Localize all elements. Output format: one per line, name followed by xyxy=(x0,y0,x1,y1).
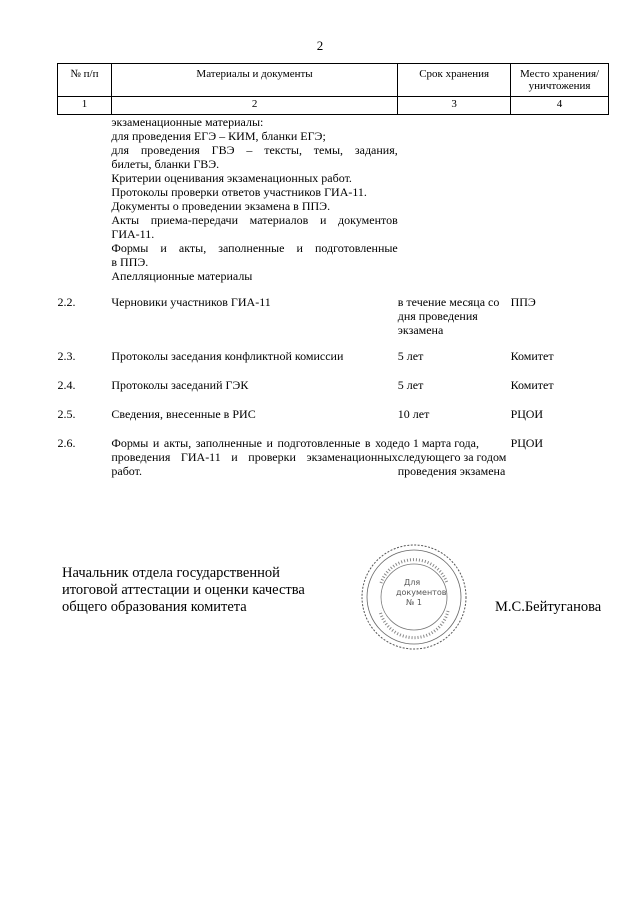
header-term: Срок хранения xyxy=(398,64,511,97)
material-line: ГИА-11. xyxy=(111,227,155,241)
material-line: в ППЭ. xyxy=(111,255,149,269)
material-line: Протоколы проверки ответов участников ГИА-11. xyxy=(111,185,367,199)
row-number: 2.6. xyxy=(57,436,76,450)
row-number: 2.4. xyxy=(57,378,76,392)
row-material: Протоколы заседания конфликтной комиссии xyxy=(111,349,344,363)
table-row xyxy=(58,436,609,478)
row-term: до 1 марта года, следующего за годом проведения экзамена xyxy=(397,436,507,478)
material-line: билеты, бланки ГВЭ. xyxy=(111,157,220,171)
table-row xyxy=(58,378,609,407)
column-index-1: 1 xyxy=(58,97,112,115)
material-line: для проведения ЕГЭ – КИМ, бланки ЕГЭ; xyxy=(111,129,326,143)
row-term: 10 лет xyxy=(397,407,430,421)
position-line: Начальник отдела государственной xyxy=(62,565,280,581)
column-index-3: 3 xyxy=(398,97,511,115)
column-index-4: 4 xyxy=(511,97,609,115)
stamp-text: Для xyxy=(404,578,421,587)
material-line: для проведения ГВЭ – тексты, темы, задания, xyxy=(111,143,398,157)
table-header-row xyxy=(58,64,609,97)
row-term: 5 лет xyxy=(397,349,424,363)
signatory-name: М.С.Бейтуганова xyxy=(495,599,602,615)
row-place: РЦОИ xyxy=(510,407,544,421)
page-number: 2 xyxy=(316,38,324,53)
material-line: Документы о проведении экзамена в ППЭ. xyxy=(111,199,331,213)
row-material: Формы и акты, заполненные и подготовленные в ходе проведения ГИА-11 и проверки экзаменационных работ. xyxy=(111,436,398,478)
material-line: Формы и акты, заполненные и подготовленные xyxy=(111,241,398,255)
table-row xyxy=(58,295,609,349)
column-index-row xyxy=(58,97,609,115)
signatory-position xyxy=(62,565,305,616)
row-place: РЦОИ xyxy=(510,436,544,450)
header-number: № п/п xyxy=(58,64,112,97)
row-material: Черновики участников ГИА-11 xyxy=(111,295,271,309)
material-line: Апелляционные материалы xyxy=(111,269,253,283)
row-number: 2.5. xyxy=(57,407,76,421)
stamp-text: документов xyxy=(396,588,447,597)
table-row xyxy=(58,115,609,296)
table-row xyxy=(58,407,609,436)
material-line: экзаменационные материалы: xyxy=(111,115,264,129)
row-material: Сведения, внесенные в РИС xyxy=(111,407,256,421)
table-row xyxy=(58,349,609,378)
row-term: 5 лет xyxy=(397,378,424,392)
exam-materials-cell xyxy=(111,115,397,296)
row-number: 2.2. xyxy=(57,295,76,309)
header-place: Место хранения/ уничтожения xyxy=(511,64,609,97)
position-line: общего образования комитета xyxy=(62,599,247,615)
position-line: итоговой аттестации и оценки качества xyxy=(62,582,305,598)
stamp-text: № 1 xyxy=(406,598,422,607)
material-line: Акты приема-передачи материалов и документов xyxy=(111,213,398,227)
row-place: ППЭ xyxy=(510,295,536,309)
row-place: Комитет xyxy=(510,349,554,363)
stamp-seal xyxy=(360,543,468,651)
documents-table xyxy=(57,63,609,478)
row-term: в течение месяца со дня проведения экзамена xyxy=(397,295,500,337)
material-line: Критерии оценивания экзаменационных работ. xyxy=(111,171,352,185)
row-number: 2.3. xyxy=(57,349,76,363)
row-material: Протоколы заседаний ГЭК xyxy=(111,378,249,392)
column-index-2: 2 xyxy=(111,97,397,115)
row-place: Комитет xyxy=(510,378,554,392)
header-materials: Материалы и документы xyxy=(111,64,397,97)
